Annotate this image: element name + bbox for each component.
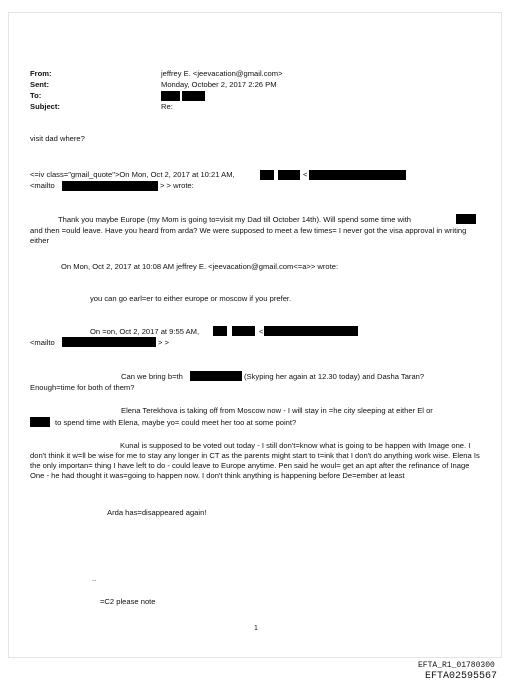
body-line-visit-dad: visit dad where? (30, 134, 85, 143)
redaction-box (232, 326, 255, 336)
redaction-box (278, 170, 300, 180)
para3-line1-a: Can we bring b=th (121, 372, 183, 381)
from-value: jeffrey E. <jeevacation@gmail.com> (161, 69, 283, 78)
redaction-box (264, 326, 358, 336)
redaction-box (190, 371, 242, 381)
quote3-lt: < (259, 327, 264, 336)
redaction-box (30, 417, 50, 427)
bates-number-primary: EFTA_R1_01780300 (418, 661, 495, 670)
redaction-box (182, 91, 205, 101)
note-line: =C2 please note (100, 597, 156, 606)
subject-label: Subject: (30, 102, 60, 111)
redaction-box (456, 214, 476, 224)
quote3-mailto: <mailto (30, 338, 55, 347)
para6: Arda has=disappeared again! (107, 508, 207, 517)
page-number: 1 (254, 625, 258, 632)
redaction-box (309, 170, 406, 180)
redaction-box (260, 170, 274, 180)
subject-value: Re: (161, 102, 173, 111)
para5: Kunal is supposed to be voted out today - I still don't=know what is going to be happen with Image one. I don't think it w=ll be wise for me to stay any longer in CT as the parents might start to t=ink that I don't do anything work wise. Elena Is the only importan= thing I have left to do - could leave to Europe anytime. Pen said he woul= get an apt after the refinance of Inage One - he had thought it was=going to happen now. I don't think anything is happening before De=ember at least (30, 441, 480, 480)
redaction-box (161, 91, 180, 101)
quote3-end: > > (158, 338, 169, 347)
redaction-box (213, 326, 227, 336)
para2: you can go earl=er to either europe or moscow if you prefer. (90, 294, 292, 303)
quote1-wrote: > > wrote: (160, 181, 194, 190)
from-label: From: (30, 69, 52, 78)
quote1-mailto: <mailto (30, 181, 55, 190)
para3-line1-b: (Skyping her again at 12.30 today) and Dasha Taran? (244, 372, 425, 381)
sent-value: Monday, October 2, 2017 2:26 PM (161, 80, 277, 89)
para1-continuation: and then =ould leave. Have you heard from arda? We were supposed to meet a few times= I never got the visa approval in writing either (30, 226, 467, 245)
para3-line2: Enough=time for both of them? (30, 383, 135, 392)
quote2-header: On Mon, Oct 2, 2017 at 10:08 AM jeffrey E. <jeevacation@gmail.com<=a>> wrote: (61, 262, 339, 271)
para4-line1: Elena Terekhova is taking off from Moscow now - I will stay in =he city sleeping at either El or (121, 406, 433, 415)
bates-number-secondary: EFTA02595567 (425, 671, 498, 682)
to-label: To: (30, 91, 42, 100)
ellipsis: .. (92, 574, 97, 583)
quote3-header: On =on, Oct 2, 2017 at 9:55 AM, (90, 327, 200, 336)
quote1-header: <=iv class="gmail_quote">On Mon, Oct 2, 2017 at 10:21 AM, (30, 170, 235, 179)
quote1-lt: < (303, 170, 308, 179)
para4-line2: to spend time with Elena, maybe yo= could meet her too at some point? (55, 418, 297, 427)
page-border (8, 12, 502, 658)
redaction-box (62, 337, 156, 347)
redaction-box (62, 181, 158, 191)
para1-line1: Thank you maybe Europe (my Mom is going to=visit my Dad till October 14th). Will spend some time with (58, 215, 412, 224)
sent-label: Sent: (30, 80, 49, 89)
